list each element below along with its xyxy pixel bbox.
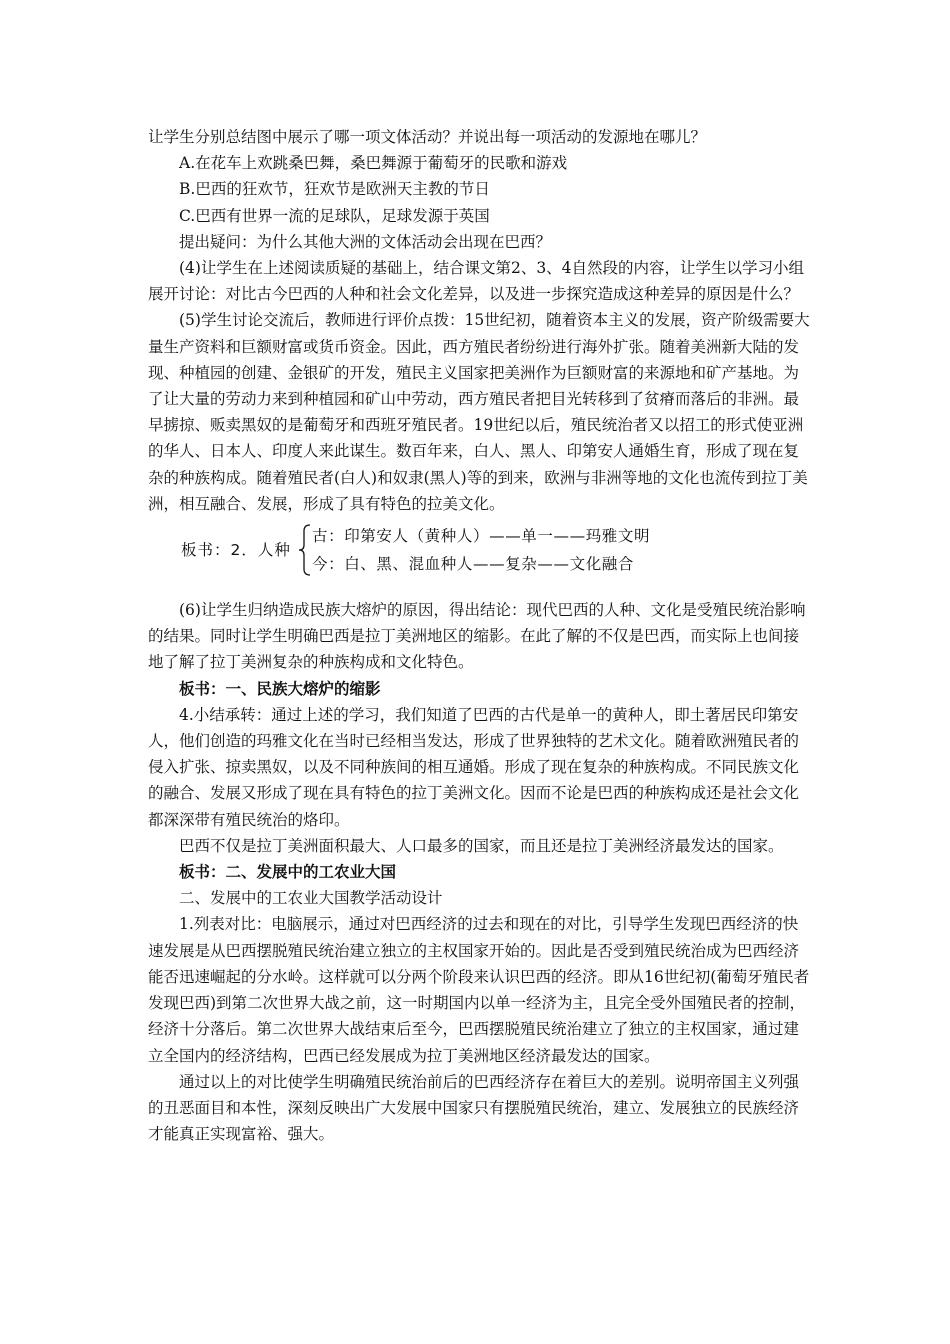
paragraph-conclusion: 通过以上的对比使学生明确殖民统治前后的巴西经济存在着巨大的差别。说明帝国主义列强的丑恶面目和本性，深刻反映出广大发展中国家只有摆脱殖民统治，建立、发展独立的民族经济才能真正实现富裕、强大。 xyxy=(148,1072,800,1144)
board-heading-2: 板书：二、发展中的工农业大国 xyxy=(179,862,397,882)
blackboard-note-race xyxy=(148,521,812,577)
question-prompt: 提出疑问：为什么其他大洲的文体活动会出现在巴西？ xyxy=(179,232,552,251)
question-paragraph: 让学生分别总结图中展示了哪一项文体活动？并说出每一项活动的发源地在哪儿？ xyxy=(148,128,707,146)
paragraph-summary: 4.小结承转：通过上述的学习，我们知道了巴西的古代是单一的黄种人，即土著居民印第安人，他们创造的玛雅文化在当时已经相当发达，形成了世界独特的艺术文化。随着欧洲殖民者的侵入扩张、掠卖黑奴，以及不同种族间的相互通婚。形成了现在复杂的种族构成。不同民族文化的融合、发展又形成了现在具有特色的拉丁美洲文化。因而不论是巴西的种族构成还是社会文化都深深带有殖民统治的烙印。 xyxy=(148,705,800,829)
document-body xyxy=(148,124,812,1147)
section-heading: 二、发展中的工农业大国教学活动设计 xyxy=(179,889,443,908)
paragraph-comparison: 1.列表对比：电脑展示，通过对巴西经济的过去和现在的对比，引导学生发现巴西经济的快速发展是从巴西摆脱殖民统治建立独立的主权国家开始的。因此是否受到殖民统治成为巴西经济能否迅速崛起的分水岭。这样就可以分两个阶段来认识巴西的经济。即从16世纪初(葡萄牙殖民者发现巴西)到第二次世界大战之前，这一时期国内以单一经济为主，且完全受外国殖民者的控制，经济十分落后。第二次世界大战结束后至今，巴西摆脱殖民统治建立了独立的主权国家，通过建立全国内的经济结构，巴西已经发展成为拉丁美洲地区经济最发达的国家。 xyxy=(148,915,810,1065)
option-a: A.在花车上欢跳桑巴舞，桑巴舞源于葡萄牙的民歌和游戏 xyxy=(179,154,568,173)
option-c: C.巴西有世界一流的足球队，足球发源于英国 xyxy=(179,206,490,225)
paragraph-brazil-economy: 巴西不仅是拉丁美洲面积最大、人口最多的国家，而且还是拉丁美洲经济最发达的国家。 xyxy=(179,836,784,855)
board-line-modern: 今：白、黑、混血种人——复杂——文化融合 xyxy=(312,555,635,574)
board-label: 板书：2．人种 xyxy=(181,541,291,560)
board-heading-1: 板书：一、民族大熔炉的缩影 xyxy=(179,678,381,698)
option-b: B.巴西的狂欢节，狂欢节是欧洲天主教的节日 xyxy=(179,180,490,199)
paragraph-step-5: (5)学生讨论交流后，教师进行评价点拨：15世纪初，随着资本主义的发展，资产阶级需要大量生产资料和巨额财富或货币资金。因此，西方殖民者纷纷进行海外扩张。随着美洲新大陆的发现、种植园的创建、金银矿的开发，殖民主义国家把美洲作为巨额财富的来源地和矿产基地。为了让大量的劳动力来到种植园和矿山中劳动，西方殖民者把目光转移到了贫瘠而落后的非洲。最早掳掠、贩卖黑奴的是葡萄牙和西班牙殖民者。19世纪以后，殖民统治者又以招工的形式使亚洲的华人、日本人、印度人来此谋生。数百年来，白人、黑人、印第安人通婚生育，形成了现在复杂的种族构成。随着殖民者(白人)和奴隶(黑人)等的到来，欧洲与非洲等地的文化也流传到拉丁美洲，相互融合、发展，形成了具有特色的拉美文化。 xyxy=(148,311,810,513)
paragraph-step-4: (4)让学生在上述阅读质疑的基础上，结合课文第2、3、4自然段的内容，让学生以学习小组展开讨论：对比古今巴西的人种和社会文化差异，以及进一步探究造成这种差异的原因是什么？ xyxy=(148,259,805,304)
brace-icon xyxy=(298,523,312,577)
paragraph-step-6: (6)让学生归纳造成民族大熔炉的原因，得出结论：现代巴西的人种、文化是受殖民统治影响的结果。同时让学生明确巴西是拉丁美洲地区的缩影。在此了解的不仅是巴西，而实际上也间接地了解了拉丁美洲复杂的种族构成和文化特色。 xyxy=(148,601,806,672)
board-line-ancient: 古：印第安人（黄种人）——单一——玛雅文明 xyxy=(312,527,651,546)
